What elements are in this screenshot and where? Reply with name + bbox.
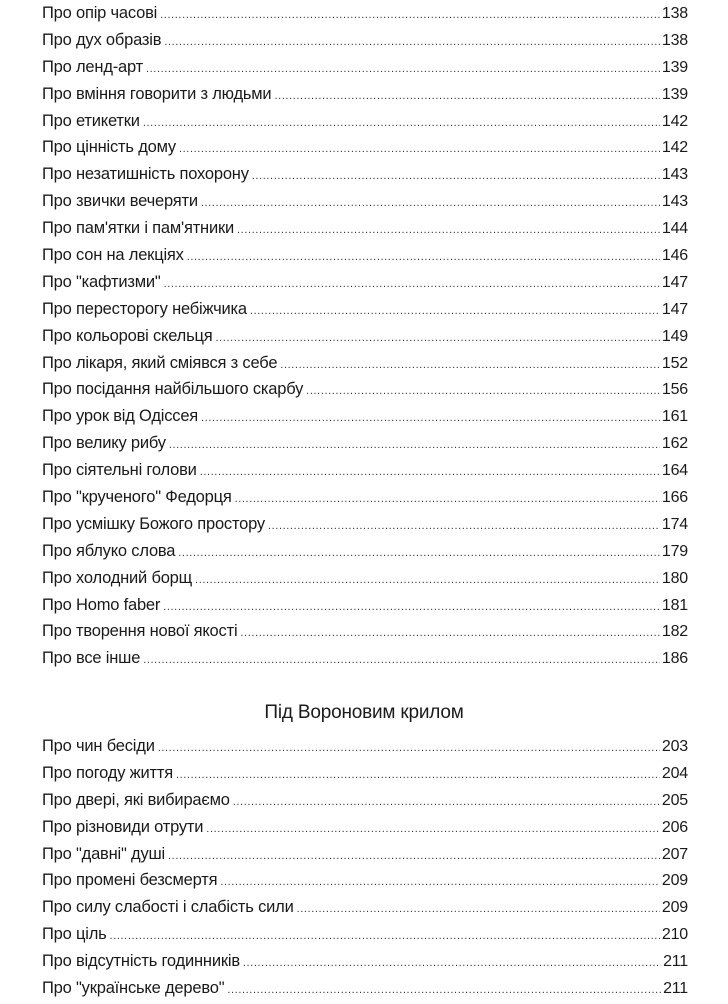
toc-entry [42, 565, 688, 592]
toc-entry [42, 161, 688, 188]
toc-entry-title: Про етикетки [42, 111, 140, 130]
dot-leader [280, 352, 660, 379]
toc-entry-page-number: 144 [661, 220, 688, 238]
toc-entry [42, 242, 688, 269]
dot-leader [200, 459, 660, 486]
dot-leader [146, 56, 660, 83]
toc-entry-page-number: 211 [663, 980, 688, 998]
toc-entry-title: Про посідання найбільшого скарбу [42, 380, 304, 399]
toc-entry-title: Про різновиди отрути [42, 817, 204, 836]
toc-entry-title: Про все інше [42, 649, 141, 668]
toc-entry [42, 592, 688, 619]
toc-entry [42, 350, 688, 377]
toc-entry [42, 867, 688, 894]
dot-leader [220, 869, 660, 896]
dot-leader [187, 244, 660, 271]
toc-entry [42, 975, 688, 1002]
toc-entry [42, 215, 688, 242]
toc-section-continued [42, 0, 688, 672]
toc-entry-page-number: 181 [661, 596, 688, 614]
toc-entry-page-number: 142 [661, 139, 688, 157]
toc-entry-title: Про усмішку Божого простору [42, 514, 265, 533]
toc-entry [42, 511, 688, 538]
dot-leader [201, 405, 660, 432]
toc-entry-page-number: 210 [661, 926, 688, 944]
dot-leader [169, 432, 660, 459]
toc-entry-page-number: 138 [661, 5, 688, 22]
toc-entry-title: Про пам'ятки і пам'ятники [42, 219, 235, 238]
section-heading: Під Вороновим крилом [264, 702, 464, 723]
toc-entry-title: Про урок від Одіссея [42, 407, 199, 426]
toc-entry-page-number: 161 [661, 408, 688, 426]
toc-entry [42, 134, 688, 161]
toc-entry-title: Про звички вечеряти [42, 192, 198, 211]
toc-entry-title: Про лікаря, який сміявся з себе [42, 353, 278, 372]
dot-leader [168, 843, 660, 870]
dot-leader [201, 190, 660, 217]
toc-entry [42, 269, 688, 296]
toc-entry [42, 538, 688, 565]
toc-entry [42, 108, 688, 135]
toc-entry-page-number: 143 [661, 166, 688, 184]
dot-leader [143, 647, 660, 674]
toc-entry-title: Про чин бесіди [42, 737, 155, 755]
dot-leader [215, 325, 659, 352]
dot-leader [178, 540, 660, 567]
dot-leader [274, 83, 659, 110]
toc-entry-page-number: 149 [661, 327, 688, 345]
dot-leader [250, 298, 660, 325]
toc-entry-page-number: 162 [661, 435, 688, 453]
toc-entry [42, 54, 688, 81]
toc-entry-title: Про ленд-арт [42, 57, 143, 76]
dot-leader [243, 950, 661, 977]
dot-leader [235, 486, 660, 513]
toc-entry-page-number: 209 [661, 872, 688, 890]
dot-leader [237, 217, 660, 244]
toc-entry-page-number: 204 [661, 764, 688, 782]
toc-entry [42, 296, 688, 323]
toc-entry [42, 921, 688, 948]
toc-entry [42, 814, 688, 841]
dot-leader [110, 923, 660, 950]
dot-leader [179, 136, 660, 163]
toc-entry-title: Про творення нової якості [42, 622, 238, 641]
toc-entry [42, 0, 688, 27]
toc-entry-page-number: 143 [661, 193, 688, 211]
toc-entry [42, 894, 688, 921]
toc-entry-title: Про холодний борщ [42, 568, 193, 587]
toc-entry-page-number: 206 [661, 818, 688, 836]
toc-entry-title: Про відсутність годинників [42, 952, 240, 971]
dot-leader [252, 163, 660, 190]
toc-entry-page-number: 180 [661, 569, 688, 587]
toc-entry-page-number: 147 [661, 273, 688, 291]
toc-entry-title: Про незатишність похорону [42, 165, 249, 184]
dot-leader [158, 735, 660, 762]
dot-leader [195, 567, 660, 594]
toc-entry-title: Про пересторогу небіжчика [42, 299, 247, 318]
toc-entry [42, 787, 688, 814]
toc-entry [42, 841, 688, 868]
toc-entry-title: Про промені безсмертя [42, 871, 218, 890]
toc-entry [42, 430, 688, 457]
dot-leader [268, 513, 660, 540]
toc-entry-title: Про Homo faber [42, 595, 161, 614]
dot-leader [306, 378, 660, 405]
toc-entry-title: Про опір часові [42, 4, 158, 22]
toc-entry-page-number: 146 [661, 247, 688, 265]
toc-entry [42, 948, 688, 975]
dot-leader [160, 2, 660, 29]
toc-entry [42, 457, 688, 484]
toc-entry-title: Про "давні" душі [42, 844, 166, 863]
toc-entry [42, 760, 688, 787]
dot-leader [176, 762, 660, 789]
toc-entry-page-number: 156 [661, 381, 688, 399]
toc-entry-page-number: 182 [661, 623, 688, 641]
toc-entry-title: Про сон на лекціях [42, 246, 184, 265]
toc-entry-title: Про "українське дерево" [42, 979, 225, 998]
dot-leader [164, 29, 660, 56]
toc-entry-title: Про сіятельні голови [42, 461, 197, 480]
toc-entry-page-number: 207 [661, 845, 688, 863]
dot-leader [163, 594, 660, 621]
dot-leader [143, 110, 660, 137]
toc-entry-page-number: 166 [661, 489, 688, 507]
toc-entry-title: Про дух образів [42, 30, 162, 49]
toc-entry-page-number: 139 [661, 85, 688, 103]
toc-entry-title: Про "кафтизми" [42, 272, 161, 291]
toc-entry-title: Про велику рибу [42, 434, 166, 453]
toc-entry [42, 618, 688, 645]
toc-entry-title: Про цінність дому [42, 138, 176, 157]
toc-entry-page-number: 152 [661, 354, 688, 372]
toc-entry-page-number: 205 [661, 791, 688, 809]
toc-entry-page-number: 174 [661, 515, 688, 533]
dot-leader [206, 816, 660, 843]
toc-entry [42, 403, 688, 430]
toc-entry-page-number: 147 [661, 300, 688, 318]
dot-leader [233, 789, 660, 816]
toc-entry-title: Про силу слабості і слабість сили [42, 898, 294, 917]
toc-entry [42, 81, 688, 108]
toc-entry-page-number: 142 [661, 112, 688, 130]
toc-entry-page-number: 211 [663, 953, 688, 971]
toc-entry [42, 188, 688, 215]
toc-entry-title: Про ціль [42, 925, 107, 944]
toc-entry-page-number: 203 [661, 738, 688, 755]
toc-entry-page-number: 139 [661, 58, 688, 76]
dot-leader [240, 620, 659, 647]
toc-entry [42, 733, 688, 760]
toc-entry-page-number: 179 [661, 542, 688, 560]
toc-entry-title: Про двері, які вибираємо [42, 790, 230, 809]
toc-section-pid-voronovym-krylom [42, 733, 688, 1002]
toc-entry-title: Про погоду життя [42, 763, 173, 782]
toc-entry-page-number: 138 [661, 31, 688, 49]
dot-leader [297, 896, 660, 923]
toc-entry [42, 323, 688, 350]
dot-leader [164, 271, 660, 298]
toc-entry [42, 27, 688, 54]
toc-entry-page-number: 164 [661, 462, 688, 480]
toc-entry [42, 484, 688, 511]
toc-entry-page-number: 186 [661, 650, 688, 668]
toc-entry-title: Про вміння говорити з людьми [42, 84, 272, 103]
toc-entry [42, 376, 688, 403]
toc-entry-page-number: 209 [661, 899, 688, 917]
toc-entry-title: Про кольорові скельця [42, 326, 213, 345]
toc-entry-title: Про "крученого" Федорця [42, 488, 232, 507]
toc-entry-title: Про яблуко слова [42, 541, 176, 560]
toc-entry [42, 645, 688, 672]
